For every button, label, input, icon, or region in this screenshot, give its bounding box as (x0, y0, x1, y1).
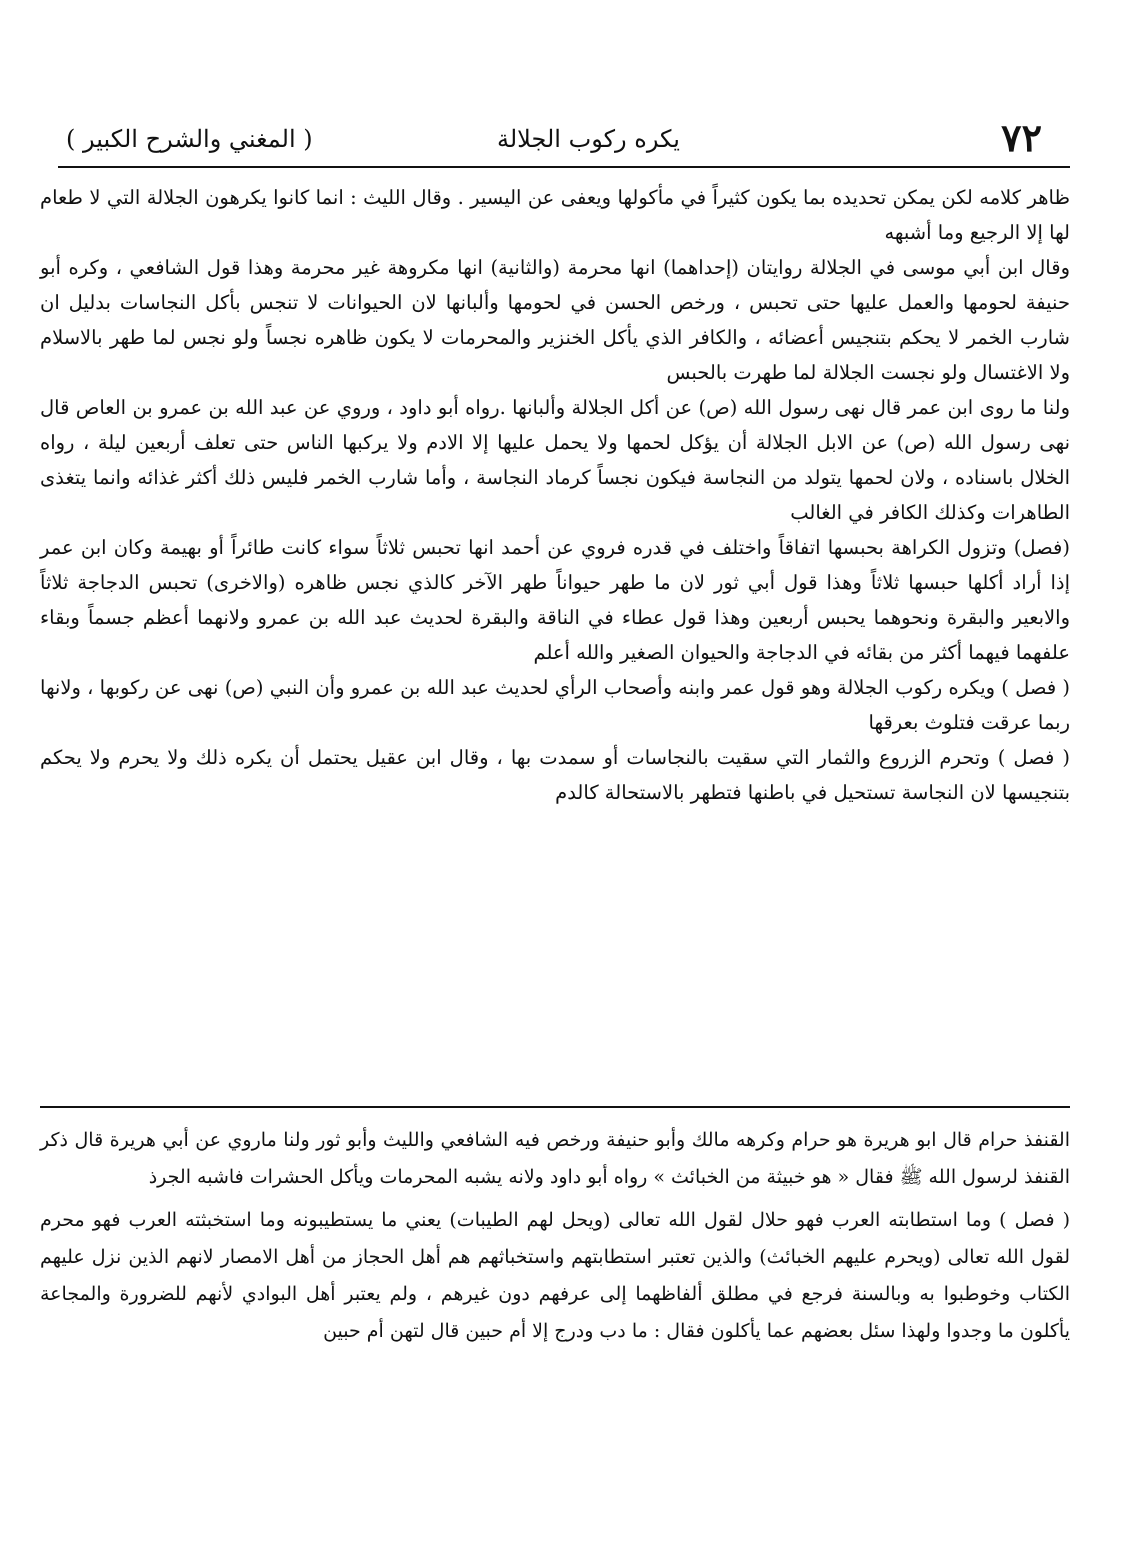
running-title: يكره ركوب الجلالة (497, 125, 680, 153)
commentary-paragraph: القنفذ حرام قال ابو هريرة هو حرام وكرهه مالك وأبو حنيفة ورخص فيه الشافعي والليث وأبو ثور ولنا ماروي عن أبي هريرة قال ذكر القنفذ لرسول الله ﷺ فقال « هو خبيثة من الخبائث » رواه أبو داود ولانه يشبه المحرمات ويأكل الحشرات فاشبه الجرذ (40, 1129, 1070, 1188)
paragraph: (فصل) وتزول الكراهة بحبسها اتفاقاً واختلف في قدره فروي عن أحمد انها تحبس ثلاثاً سواء كانت طائراً أو بهيمة وكان ابن عمر إذا أراد أكلها حبسها ثلاثاً وهذا قول أبي ثور لان ما طهر حيواناً طهر الآخر كالذي نجس ظاهره (والاخرى) تحبس الدجاجة ثلاثاً والابعير والبقرة ونحوهما يحبس أربعين وهذا قول عطاء في الناقة والبقرة لحديث عبد الله بن عمرو ولانهما أعظم جسماً وبقاء علفهما فيهما أكثر من بقائه في الدجاجة والحيوان الصغير والله أعلم (40, 536, 1070, 664)
book-page (40, 115, 1070, 1342)
page-header (40, 115, 1070, 168)
page-number: ٧٢ (1001, 115, 1042, 160)
paragraph: وقال ابن أبي موسى في الجلالة روايتان (إحداهما) انها محرمة (والثانية) انها مكروهة غير محرمة وهذا قول الشافعي ، وكره أبو حنيفة لحومها والعمل عليها حتى تحبس ، ورخص الحسن في لحومها وألبانها لان الحيوانات لا تنجس بأكل النجاسات بدليل ان شارب الخمر لا يحكم بتنجيس أعضائه ، والكافر الذي يأكل الخنزير والمحرمات لا يكون ظاهره نجساً ولو نجس لما طهر بالاسلام ولا الاغتسال ولو نجست الجلالة لما طهرت بالحبس (40, 256, 1070, 384)
paragraph: ظاهر كلامه لكن يمكن تحديده بما يكون كثيراً في مأكولها ويعفى عن اليسير . وقال الليث : انما كانوا يكرهون الجلالة التي لا طعام لها إلا الرجيع وما أشبهه (40, 186, 1070, 244)
commentary-paragraph: ( فصل ) وما استطابته العرب فهو حلال لقول الله تعالى (ويحل لهم الطيبات) يعني ما يستطيبونه وما استخبثته العرب فهو محرم لقول الله تعالى (ويحرم عليهم الخبائث) والذين تعتبر استطابتهم واستخباثهم هم أهل الحجاز من أهل الامصار لانهم الذين نزل عليهم الكتاب وخوطبوا به وبالسنة فرجع في مطلق ألفاظهما إلى عرفهم دون غيرهم ، ولم يعتبر أهل البوادي لأنهم للضرورة والمجاعة يأكلون ما وجدوا ولهذا سئل بعضهم عما يأكلون فقال : ما دب ودرج إلا أم حبين قال لتهن أم حبين (40, 1209, 1070, 1342)
book-title: ( المغني والشرح الكبير ) (66, 125, 313, 153)
section-divider (40, 1106, 1070, 1108)
main-text (40, 180, 1070, 810)
header-rule (58, 166, 1070, 168)
commentary-text (40, 1122, 1070, 1350)
paragraph: ولنا ما روى ابن عمر قال نهى رسول الله (ص) عن أكل الجلالة وألبانها .رواه أبو داود ، وروي عن عبد الله بن عمرو بن العاص قال نهى رسول الله (ص) عن الابل الجلالة أن يؤكل لحمها ولا يحمل عليها إلا الادم ولا يركبها الناس حتى تعلف أربعين ليلة ، رواه الخلال باسناده ، ولان لحمها يتولد من النجاسة فيكون نجساً كرماد النجاسة ، وأما شارب الخمر فليس ذلك أكثر غذائه وانما يتغذى الطاهرات وكذلك الكافر في الغالب (40, 396, 1070, 524)
paragraph: ( فصل ) وتحرم الزروع والثمار التي سقيت بالنجاسات أو سمدت بها ، وقال ابن عقيل يحتمل أن يكره ذلك ولا يحرم ولا يحكم بتنجيسها لان النجاسة تستحيل في باطنها فتطهر بالاستحالة كالدم (40, 746, 1070, 804)
paragraph: ( فصل ) ويكره ركوب الجلالة وهو قول عمر وابنه وأصحاب الرأي لحديث عبد الله بن عمرو وأن النبي (ص) نهى عن ركوبها ، ولانها ربما عرقت فتلوث بعرقها (40, 676, 1070, 734)
